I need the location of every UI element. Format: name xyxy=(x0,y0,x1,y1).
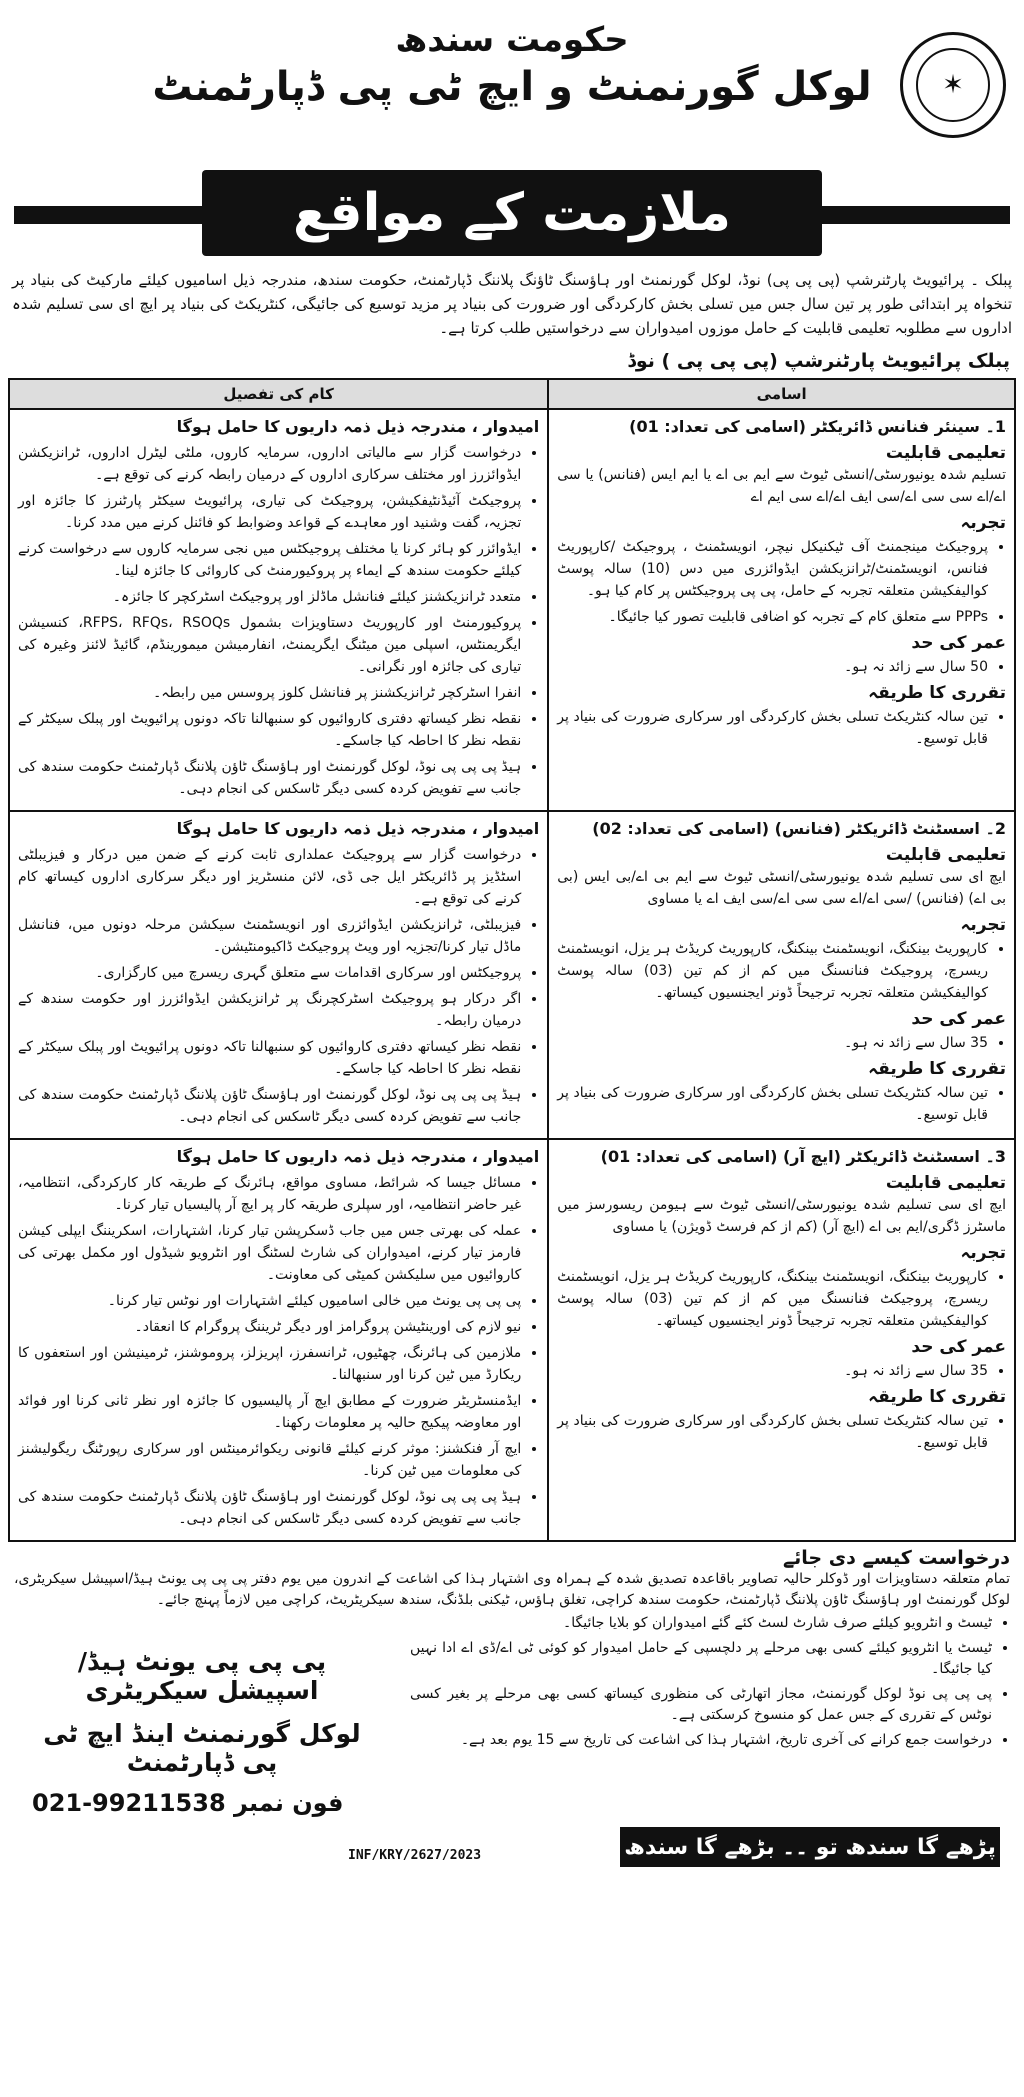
government-title: حکومت سندھ xyxy=(395,20,629,60)
qualification-heading: تعلیمی قابلیت xyxy=(885,443,1006,463)
appointment-heading: تقرری کا طریقہ xyxy=(868,1059,1006,1079)
header xyxy=(8,20,1016,170)
duty-item: • پروکیورمنٹ اور کارپوریٹ دستاویزات بشمول RFPS، RFQs، RSOQs، کنسیشن ایگریمنٹس، اسپلی مین میٹنگ ایگریمنٹ، انفارمیشن میمورینڈم، گائیڈ لائنز وغیرہ کی تیاری کی جائزہ اور نگرانی۔ xyxy=(18,612,521,678)
appointment-heading: تقرری کا طریقہ xyxy=(868,1387,1006,1407)
footer xyxy=(8,1817,1016,1871)
experience-item: • کارپوریٹ بینکنگ، انویسٹمنٹ بینکنگ، کارپوریٹ کریڈٹ ہر یزل، انویسٹمنٹ ریسرچ، پروجیکٹ فنانسنگ میں کم از کم تین (03) سالہ پوسٹ کوالیفکیشن متعلقہ تجربہ ترجیحاً ڈونر ایجنسیوں کیساتھ۔ xyxy=(557,1266,988,1332)
age-limit-heading: عمر کی حد xyxy=(911,1337,1006,1357)
emblem-icon: ✶ xyxy=(916,48,990,122)
duty-item: • پروجیکٹ آئیڈنٹیفکیشن، پروجیکٹ کی تیاری، پرائیویٹ سیکٹر پارٹنرز کا جائزہ اور تجزیہ، گفت وشنید اور معاہدے کے قواعد وضوابط کو فائنل کرنے میں مدد کرنا۔ xyxy=(18,490,521,534)
apply-heading: درخواست کیسے دی جائے xyxy=(783,1547,1010,1569)
qualification-text: ایچ ای سی تسلیم شدہ یونیورسٹی/انسٹی ٹیوٹ سے ہیومن ریسورسز میں ماسٹرز ڈگری/ایم بی اے (ایچ آر) (کم از کم فرسٹ ڈویژن) یا مساوی xyxy=(557,1197,1006,1235)
apply-text: تمام متعلقہ دستاویزات اور ڈوکلر حالیہ تصاویر باقاعدہ تصدیق شدہ کے ہمراہ وی اشتہار ہذا کی اشاعت کے اندرون میں یوم دفتر پی پی پی یونٹ ہیڈ/اسپیشل سیکریٹری، لوکل گورنمنٹ اور ہاؤسنگ ٹاؤن پلاننگ ڈپارٹمنٹ، حکومت سندھ کراچی، تغلق ہاؤس، ٹیکنی بلڈنگ، سندھ سیکریٹریٹ، کراچی میں لازماً پہنچ جائے۔ xyxy=(14,1571,1010,1608)
duties-heading: امیدوار ، مندرجہ ذیل ذمہ داریوں کا حامل ہوگا xyxy=(176,819,540,838)
appointment-text: • تین سالہ کنٹریکٹ تسلی بخش کارکردگی اور سرکاری ضرورت کی بنیاد پر قابل توسیع۔ xyxy=(557,1410,988,1454)
duty-item: • نقطہ نظر کیساتھ دفتری کاروائیوں کو سنبھالنا تاکہ دونوں پرائیویٹ اور پبلک سیکٹر کے نقطہ نظر کا احاطہ کیا جاسکے۔ xyxy=(18,708,521,752)
post-duties xyxy=(9,811,548,1139)
duty-item: • مسائل جیسا کہ شرائط، مساوی مواقع، ہائرنگ کے طریقہ کار کارکردگی، انتظامیہ، غیر حاضر انتظامیہ، اور سپلری طریقہ کار پر ایچ آر پالیسیاں تیار کرنا۔ xyxy=(18,1172,521,1216)
age-limit-heading: عمر کی حد xyxy=(911,633,1006,653)
post-row xyxy=(9,811,1015,1139)
duty-item: • ایڈوائزر کو ہائر کرنا یا مختلف پروجیکٹس میں نجی سرمایہ کاروں سے درخواست کرنے کیلئے حکومت سندھ کے ایماء پر پروکیورمنٹ کی کاروائی کا جائزہ لینا۔ xyxy=(18,538,521,582)
banner-wrap xyxy=(14,170,1010,260)
sindh-government-logo xyxy=(900,32,1006,138)
duty-item: • ایڈمنسٹریٹر ضرورت کے مطابق ایچ آر پالیسیوں کا جائزہ اور نظر ثانی کرنا اور فوائد اور معاوضہ پیکیج حالیہ پر معلومات رکھنا۔ xyxy=(18,1390,521,1434)
signature-title: پی پی پی یونٹ ہیڈ/اسپیشل سیکریٹری xyxy=(77,1647,327,1705)
intro-paragraph: پبلک ۔ پرائیویٹ پارٹنرشپ (پی پی پی) نوڈ، لوکل گورنمنٹ اور ہاؤسنگ ٹاؤنگ پلاننگ ڈپارٹمنٹ، حکومت سندھ، مندرجہ ذیل اسامیوں کیلئے مارکیٹ کی بنیاد پر تنخواہ پر ابتدائی طور پر تین سال جس میں تسلی بخش کارکردگی اور ضرورت کی بنیاد پر مزید توسیع کی جائیگی، کنٹریکٹ کی بنیاد پر ایچ ای سی تسلیم شدہ اداروں سے مطلوبہ تعلیمی قابلیت کے حامل موزوں امیدواران سے درخواستیں طلب کرتا ہے۔ xyxy=(12,271,1012,337)
experience-heading: تجربہ xyxy=(960,1243,1006,1263)
appointment-heading: تقرری کا طریقہ xyxy=(868,683,1006,703)
duty-item: • درخواست گزار سے پروجیکٹ عملداری ثابت کرنے کے ضمن میں درکار و فیزیبلٹی اسٹڈیز پر ڈائریکٹر ایل جی ڈی، لائن منسٹریز اور دیگر سرکاری اداروں کیساتھ کام کرنے کی توقع ہے۔ xyxy=(18,844,521,910)
duty-item: • نقطہ نظر کیساتھ دفتری کاروائیوں کو سنبھالنا تاکہ دونوں پرائیویٹ اور پبلک سیکٹر کے نقطہ نظر کا احاطہ کیا جاسکے۔ xyxy=(18,1036,521,1080)
qualification-heading: تعلیمی قابلیت xyxy=(885,1173,1006,1193)
appointment-list xyxy=(557,706,1006,750)
apply-point: • پی پی پی نوڈ لوکل گورنمنٹ، مجاز اتھارٹی کی منظوری کیساتھ کسی بھی مرحلے پر بغیر کسی نوٹس کے تقرری کے جس عمل کو منسوخ کرسکتی ہے۔ xyxy=(410,1684,992,1726)
slogan-banner: پڑھے گا سندھ تو ۔۔ بڑھے گا سندھ xyxy=(620,1827,1000,1867)
appointment-text: • تین سالہ کنٹریکٹ تسلی بخش کارکردگی اور سرکاری ضرورت کی بنیاد پر قابل توسیع۔ xyxy=(557,1082,988,1126)
column-header-post: اسامی xyxy=(548,379,1015,409)
post-details xyxy=(548,409,1015,811)
post-title: 3۔ اسسٹنٹ ڈائریکٹر (ایچ آر) (اسامی کی تعداد: 01) xyxy=(600,1147,1006,1166)
duties-list xyxy=(18,442,539,800)
duty-item: • انفرا اسٹرکچر ٹرانزیکشنز پر فنانشل کلوز پروسس میں رابطہ۔ xyxy=(18,682,521,704)
signature-block xyxy=(32,1647,372,1791)
experience-heading: تجربہ xyxy=(960,513,1006,533)
experience-item: • PPPs سے متعلق کام کے تجربہ کو اضافی قابلیت تصور کیا جائیگا۔ xyxy=(557,606,988,628)
department-title: لوکل گورنمنٹ و ایچ ٹی پی ڈپارٹمنٹ xyxy=(152,64,872,110)
duty-item: • نیو لازم کی اورینٹیشن پروگرامز اور دیگر ٹریننگ پروگرام کا انعقاد۔ xyxy=(18,1316,521,1338)
qualification-text: ایچ ای سی تسلیم شدہ یونیورسٹی/انسٹی ٹیوٹ سے ایم بی اے/بی ایس (بی بی اے) (فنانس) /سی اے/اے سی سی اے/سی ایف اے یا مساوی xyxy=(557,869,1006,907)
duties-list xyxy=(18,1172,539,1530)
duty-item: • پروجیکٹس اور سرکاری اقدامات سے متعلق گہری ریسرچ میں کارگزاری۔ xyxy=(18,962,521,984)
duty-item: • ہیڈ پی پی پی نوڈ، لوکل گورنمنٹ اور ہاؤسنگ ٹاؤن پلاننگ ڈپارٹمنٹ حکومت سندھ کی جانب سے تفویض کردہ کسی دیگر ٹاسکس کی انجام دہی۔ xyxy=(18,1084,521,1128)
age-limit-text: • 35 سال سے زائد نہ ہو۔ xyxy=(557,1032,988,1054)
post-title: 1۔ سینئر فنانس ڈائریکٹر (اسامی کی تعداد: 01) xyxy=(629,417,1006,436)
age-list xyxy=(557,656,1006,678)
age-list xyxy=(557,1360,1006,1382)
duty-item: • درخواست گزار سے مالیاتی اداروں، سرمایہ کاروں، ملٹی لیٹرل اداروں، ٹرانزیکشن ایڈوائزرز اور مختلف سرکاری اداروں کے درمیان رابطہ کرنے کی توقع ہے۔ xyxy=(18,442,521,486)
posts-table xyxy=(8,378,1016,1542)
age-limit-heading: عمر کی حد xyxy=(911,1009,1006,1029)
post-row xyxy=(9,409,1015,811)
experience-list xyxy=(557,536,1006,628)
phone-label: فون نمبر xyxy=(234,1789,344,1817)
experience-item: • پروجیکٹ مینجمنٹ آف ٹیکنیکل نیچر، انویسٹمنٹ ، پروجیکٹ /کارپوریٹ فنانس، انویسٹمنٹ/ٹرانزیکشن ایڈوائزری میں دس (10) سالہ پوسٹ کوالیفکیشن متعلقہ تجربہ کے حامل، پی پی پروجیکٹس پر کام کیا ہو۔ xyxy=(557,536,988,602)
experience-list xyxy=(557,1266,1006,1332)
section-title: پبلک پرائیویٹ پارٹنرشپ (پی پی پی ) نوڈ xyxy=(627,350,1010,372)
post-duties xyxy=(9,1139,548,1541)
experience-list xyxy=(557,938,1006,1004)
duties-heading: امیدوار ، مندرجہ ذیل ذمہ داریوں کا حامل ہوگا xyxy=(176,1147,540,1166)
how-to-apply xyxy=(8,1542,1016,1611)
phone-number xyxy=(32,1789,343,1817)
duties-list xyxy=(18,844,539,1128)
age-limit-text: • 50 سال سے زائد نہ ہو۔ xyxy=(557,656,988,678)
duty-item: • ملازمین کی ہائرنگ، چھٹیوں، ٹرانسفرز، اپریزلز، پروموشنز، ٹرمینیشن اور استعفوں کا ریکارڈ میں ٹین کرنا اور سنبھالنا۔ xyxy=(18,1342,521,1386)
experience-item: • کارپوریٹ بینکنگ، انویسٹمنٹ بینکنگ، کارپوریٹ کریڈٹ ہر یزل، انویسٹمنٹ ریسرچ، پروجیکٹ فنانسنگ میں کم از کم تین (03) سالہ پوسٹ کوالیفکیشن متعلقہ تجربہ ترجیحاً ڈونر ایجنسیوں کیساتھ۔ xyxy=(557,938,988,1004)
age-list xyxy=(557,1032,1006,1054)
reference-number: INF/KRY/2627/2023 xyxy=(348,1848,482,1863)
apply-point: • ٹیسٹ یا انٹرویو کیلئے کسی بھی مرحلے پر دلچسپی کے حامل امیدوار کو کوئی ٹی اے/ڈی اے ادا نہیں کیا جائیگا۔ xyxy=(410,1638,992,1680)
qualification-heading: تعلیمی قابلیت xyxy=(885,845,1006,865)
experience-heading: تجربہ xyxy=(960,915,1006,935)
apply-points xyxy=(410,1611,1010,1755)
bottom-section xyxy=(8,1611,1016,1871)
apply-point: • درخواست جمع کرانے کی آخری تاریخ، اشتہار ہذا کی اشاعت کی تاریخ سے 15 یوم بعد ہے۔ xyxy=(410,1730,992,1751)
duty-item: • ایچ آر فنکشنز: موثر کرنے کیلئے قانونی ریکوائرمینٹس اور سرکاری رپورٹنگ ریگولیشنز کی معلومات میں ٹین کرنا۔ xyxy=(18,1438,521,1482)
post-duties xyxy=(9,409,548,811)
appointment-text: • تین سالہ کنٹریکٹ تسلی بخش کارکردگی اور سرکاری ضرورت کی بنیاد پر قابل توسیع۔ xyxy=(557,706,988,750)
post-details xyxy=(548,1139,1015,1541)
signature-department: لوکل گورنمنٹ اینڈ ایچ ٹی پی ڈپارٹمنٹ xyxy=(43,1719,361,1777)
age-limit-text: • 35 سال سے زائد نہ ہو۔ xyxy=(557,1360,988,1382)
duty-item: • عملہ کی بھرتی جس میں جاب ڈسکرپشن تیار کرنا، اشتہارات، اسکریننگ ایپلی کیشن فارمز تیار کرنے، امیدواران کی شارٹ لسٹنگ اور انٹرویو شیڈول اور مکمل بھرتی کی کاروائیوں میں سلیکشن کمیٹی کی معاونت۔ xyxy=(18,1220,521,1286)
duty-item: • متعدد ٹرانزیکشنز کیلئے فنانشل ماڈلز اور پروجیکٹ اسٹرکچر کا جائزہ۔ xyxy=(18,586,521,608)
duty-item: • پی پی پی یونٹ میں خالی اسامیوں کیلئے اشتہارات اور نوٹس تیار کرنا۔ xyxy=(18,1290,521,1312)
duties-heading: امیدوار ، مندرجہ ذیل ذمہ داریوں کا حامل ہوگا xyxy=(176,417,540,436)
duty-item: • اگر درکار ہو پروجیکٹ اسٹرکچرنگ پر ٹرانزیکشن ایڈوائزرز اور حکومت سندھ کے درمیان رابطہ۔ xyxy=(18,988,521,1032)
post-details xyxy=(548,811,1015,1139)
phone-value: 021-99211538 xyxy=(32,1789,226,1817)
apply-point: • ٹیسٹ و انٹرویو کیلئے صرف شارٹ لسٹ کئے گئے امیدواران کو بلایا جائیگا۔ xyxy=(410,1613,992,1634)
appointment-list xyxy=(557,1082,1006,1126)
qualification-text: تسلیم شدہ یونیورسٹی/انسٹی ٹیوٹ سے ایم بی اے یا ایم ایس (فنانس) یا سی اے/اے سی سی اے/سی ایف اے/اے سی ایم اے xyxy=(557,467,1006,505)
post-title: 2۔ اسسٹنٹ ڈائریکٹر (فنانس) (اسامی کی تعداد: 02) xyxy=(592,819,1006,838)
duty-item: • ہیڈ پی پی پی نوڈ، لوکل گورنمنٹ اور ہاؤسنگ ٹاؤن پلاننگ ڈپارٹمنٹ حکومت سندھ کی جانب سے تفویض کردہ کسی دیگر ٹاسکس کی انجام دہی۔ xyxy=(18,1486,521,1530)
post-row xyxy=(9,1139,1015,1541)
appointment-list xyxy=(557,1410,1006,1454)
employment-banner: ملازمت کے مواقع xyxy=(202,170,822,256)
duty-item: • فیزیبلٹی، ٹرانزیکشن ایڈوائزری اور انویسٹمنٹ سیکشن مرحلہ دونوں میں، فنانشل ماڈل تیار کرنا/تجزیہ اور ویٹ پروجیکٹ ڈاکیومنٹیشن۔ xyxy=(18,914,521,958)
duty-item: • ہیڈ پی پی پی نوڈ، لوکل گورنمنٹ اور ہاؤسنگ ٹاؤن پلاننگ ڈپارٹمنٹ حکومت سندھ کی جانب سے تفویض کردہ کسی دیگر ٹاسکس کی انجام دہی۔ xyxy=(18,756,521,800)
column-header-duties: کام کی تفصیل xyxy=(9,379,548,409)
